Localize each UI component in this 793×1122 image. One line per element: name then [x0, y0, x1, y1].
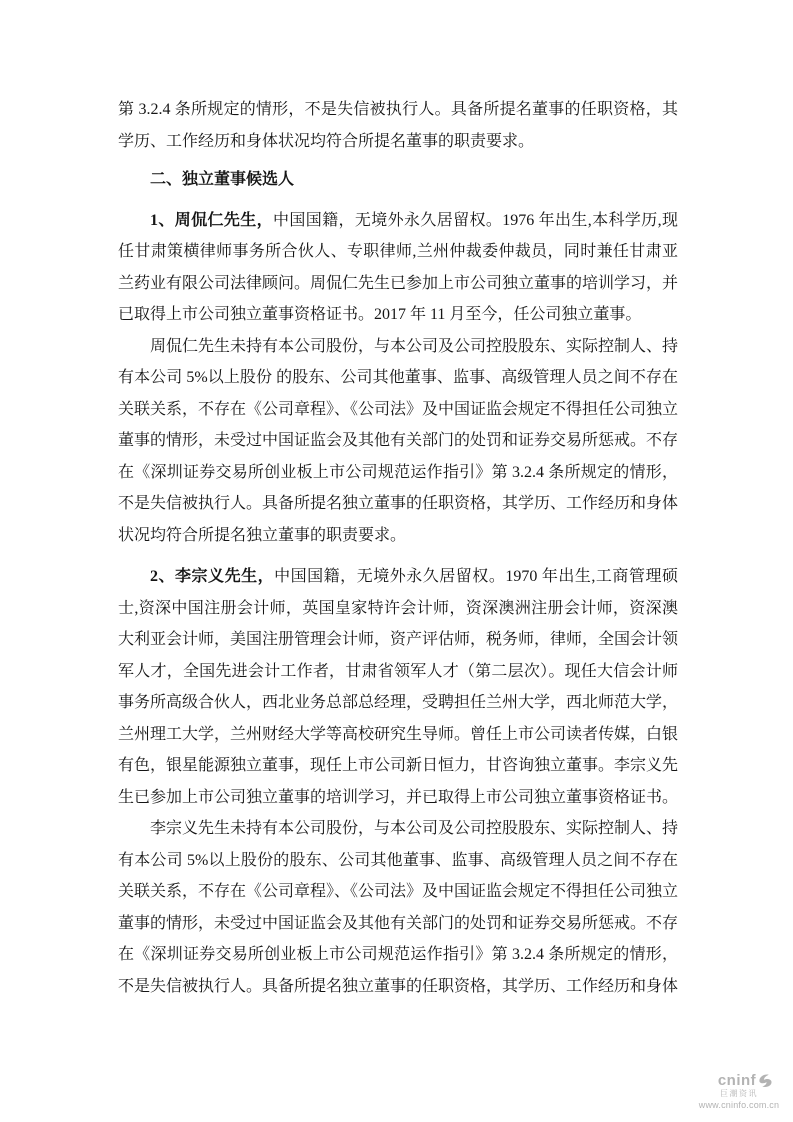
cninfo-logo-text: cninf: [717, 1071, 757, 1089]
section-heading-independent-director-candidates: [118, 164, 678, 196]
cninfo-url: www.cninfo.com.cn: [698, 1100, 780, 1111]
text-run: 二、独立董事候选人: [150, 171, 295, 188]
candidate-1-name: 1、周侃仁先生，: [150, 211, 273, 229]
candidate-2-qualification-paragraph: [118, 813, 678, 1002]
text-run: 中国国籍，无境外永久居留权。1976 年出生,本科学历,现任甘肃策横律师事务所合伙人、专职律师,兰州仲裁委仲裁员，同时兼任甘肃亚兰药业有限公司法律顾问。周侃仁先生已参加上市公司独立董事的培训学习，并已取得上市公司独立董事资格证书。2017 年 11 月至今，任公司独立董事。: [118, 211, 679, 323]
text-run: 第 3.2.4 条所规定的情形，不是失信被执行人。具备所提名董事的任职资格，其学历、工作经历和身体状况均符合所提名董事的职责要求。: [118, 101, 678, 150]
cninfo-watermark: [694, 1072, 784, 1111]
candidate-2-name: 2、李宗义先生，: [150, 568, 275, 585]
cninfo-swirl-icon: [757, 1072, 774, 1089]
text-run: 李宗义先生未持有本公司股份，与本公司及公司控股股东、实际控制人、持有本公司 5%以上股份的股东、公司其他董事、监事、高级管理人员之间不存在关联关系，不存在《公司章程》、《公司法》及中国证监会规定不得担任公司独立董事的情形，未受过中国证监会及其他有关部门的处罚和证券交易所惩戒。不存在《深圳证券交易所创业板上市公司规范运作指引》第 3.2.4 条所规定的情形，不是失信被执行人。具备所提名独立董事的任职资格，其学历、工作经历和身体: [118, 820, 679, 995]
continuation-paragraph: [118, 94, 678, 157]
candidate-1-bio-paragraph: [118, 205, 678, 331]
document-body: [118, 94, 678, 1002]
text-run: 周侃仁先生未持有本公司股份，与本公司及公司控股股东、实际控制人、持有本公司 5%以上股份 的股东、公司其他董事、监事、高级管理人员之间不存在关联关系，不存在《公司章程》、《公司法》及中国证监会规定不得担任公司独立董事的情形，未受过中国证监会及其他有关部门的处罚和证券交易所惩戒。不存在《深圳证券交易所创业板上市公司规范运作指引》第 3.2.4 条所规定的情形，不是失信被执行人。具备所提名独立董事的任职资格，其学历、工作经历和身体状况均符合所提名独立董事的职责要求。: [118, 337, 679, 544]
cninfo-brand-chinese: 巨潮资讯: [720, 1089, 758, 1099]
cninfo-logo: [701, 1072, 791, 1089]
candidate-1-qualification-paragraph: [118, 331, 678, 552]
text-run: 中国国籍，无境外永久居留权。1970 年出生,工商管理硕士,资深中国注册会计师，英国皇家特许会计师，资深澳洲注册会计师，资深澳大利亚会计师，美国注册管理会计师，资产评估师，税务师，律师，全国会计领军人才，全国先进会计工作者，甘肃省领军人才（第二层次）。现任大信会计师事务所高级合伙人，西北业务总部总经理，受聘担任兰州大学，西北师范大学，兰州理工大学，兰州财经大学等高校研究生导师。曾任上市公司读者传媒，白银有色，银星能源独立董事，现任上市公司新日恒力，甘咨询独立董事。李宗义先生已参加上市公司独立董事的培训学习，并已取得上市公司独立董事资格证书。: [118, 568, 679, 806]
candidate-2-bio-paragraph: [118, 561, 678, 813]
